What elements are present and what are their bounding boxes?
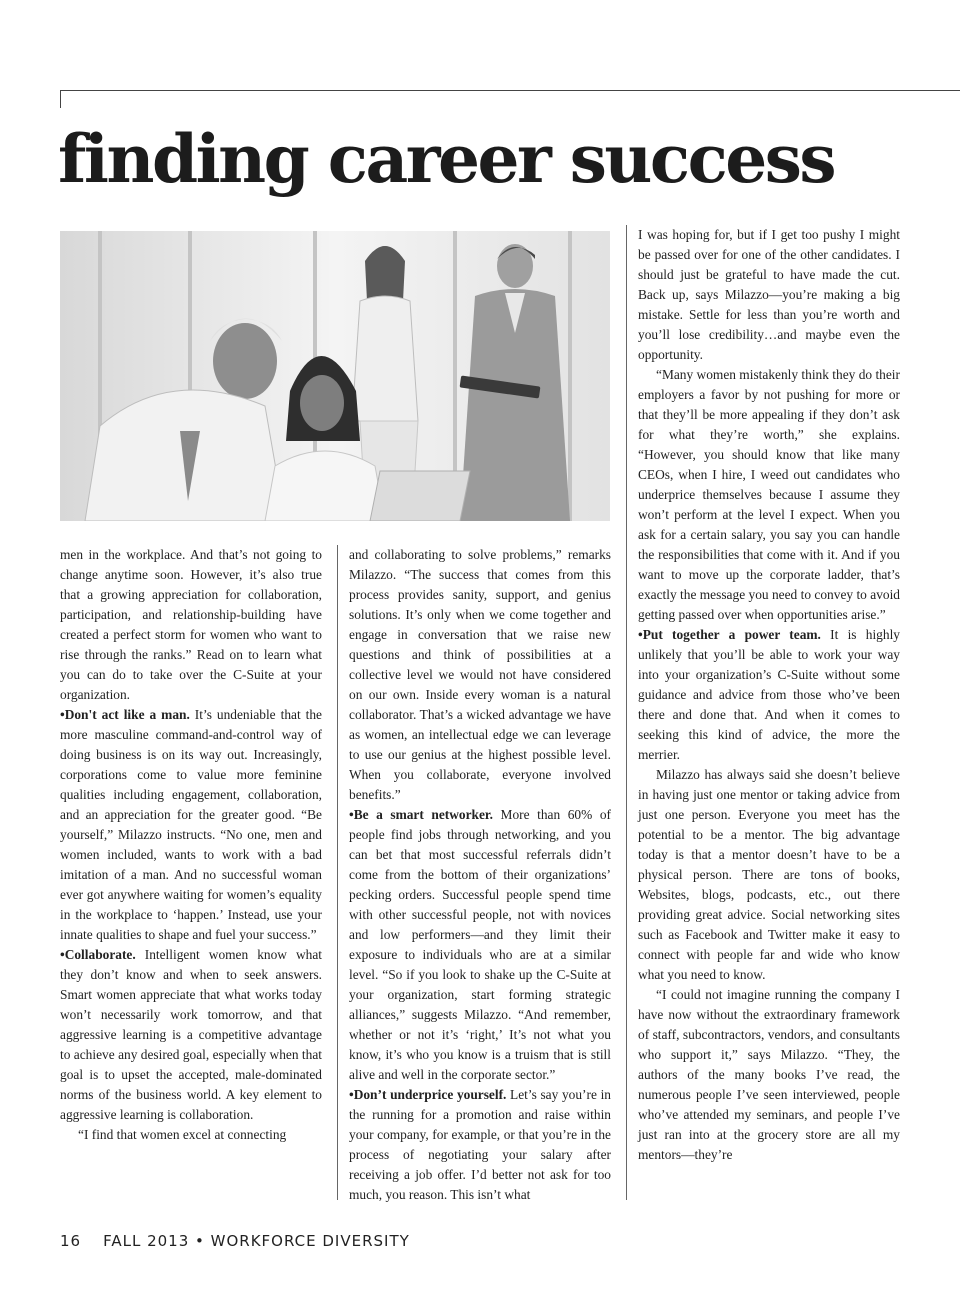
paragraph	[638, 365, 900, 625]
page-number: 16	[60, 1232, 82, 1250]
column-divider-2	[626, 225, 627, 1200]
paragraph	[349, 545, 611, 805]
issue-label: FALL 2013 • WORKFORCE DIVERSITY	[103, 1232, 410, 1250]
paragraph-text: Let’s say you’re in the running for a promotion and raise within your company, for example, or that you’re in the process of negotiating your salary after receiving a job offer. I’d better not ask for too much, you reason. This isn’t what	[349, 1087, 611, 1202]
top-rule	[60, 90, 960, 91]
top-rule-tick	[60, 90, 61, 108]
section-lead: •Don’t underprice yourself.	[349, 1087, 507, 1102]
page-footer	[60, 1232, 410, 1250]
section-lead: •Be a smart networker.	[349, 807, 493, 822]
article-column-1	[60, 545, 322, 1145]
paragraph	[638, 625, 900, 765]
paragraph-text: It is highly unlikely that you’ll be able to work your way into your organization’s C-Suite without some guidance and advice from those who’ve been there and done that. And when it comes to seeking this kind of advice, the more the merrier.	[638, 627, 900, 762]
paragraph-text: and collaborating to solve problems,” remarks Milazzo. “The success that comes from this process provides sanity, support, and genius solutions. It’s only when we come together and engage in conversation that we raise new questions and think of possibilities at a collective level we would not have considered on our own. Inside every woman is a natural collaborator. That’s a wicked advantage we have as women, an intellectual edge we can leverage to use our genius at the highest possible level. When you collaborate, everyone involved benefits.”	[349, 547, 611, 802]
paragraph-text: Milazzo has always said she doesn’t believe in having just one mentor or taking advice from just one person. Everyone you meet has the potential to be a mentor. The big advantage today is that a mentor doesn’t have to be a physical person. There are tons of books, Websites, blogs, podcasts, etc., out there providing great advice. Social networking sites such as Facebook and Twitter make it easy to connect with people far and wide who know what you need to know.	[638, 767, 900, 982]
article-column-2	[349, 545, 611, 1205]
paragraph-text: I was hoping for, but if I get too pushy I might be passed over for one of the other candidates. I should just be grateful to have made the cut. Back up, says Milazzo—you’re making a big mistake. Settle for less than you’re worth and you’ll lose credibility…and maybe even the opportunity.	[638, 227, 900, 362]
paragraph-text: Intelligent women know what they don’t know and when to seek answers. Smart women appreciate that what works today won’t necessarily work tomorrow, and that aggressive learning is a competitive advantage to achieve any desired goal, especially when that goal is to upset the accepted, male-dominated norms of the business world. A key element to aggressive learning is collaboration.	[60, 947, 322, 1122]
section-lead: •Collaborate.	[60, 947, 136, 962]
paragraph	[638, 765, 900, 985]
paragraph	[60, 705, 322, 945]
section-lead: •Don't act like a man.	[60, 707, 190, 722]
paragraph-text: It’s undeniable that the more masculine command-and-control way of doing business is on its way out. Increasingly, corporations come to value more feminine qualities including engagement, collaboration, and an appreciation for the greater good. “Be yourself,” Milazzo instructs. “No one, men and women included, wants to work with a bad imitation of a man. And no successful woman ever got anywhere waiting for women’s equality in the workplace to ‘happen.’ Instead, use your innate qualities to shape and fuel your success.”	[60, 707, 322, 942]
paragraph-text: “I could not imagine running the company I have now without the extraordinary framework of staff, subcontractors, vendors, and consultants who support it,” says Milazzo. “They, the authors of the many books I’ve read, the numerous people I’ve seen interviewed, people who’ve attended my seminars, and people I’ve just ran into at the grocery store are all my mentors—they’re	[638, 987, 900, 1162]
paragraph	[60, 545, 322, 705]
column-divider-1	[337, 545, 338, 1200]
paragraph	[638, 225, 900, 365]
paragraph-text: More than 60% of people find jobs through networking, and you can bet that most successful referrals didn’t come from the bottom of their organizations’ pecking orders. Successful people spend time with other successful people, not with novices and low performers—and they limit their exposure to individuals who are at a similar level. “So if you look to shake up the C-Suite at your organization, start forming strategic alliances,” suggests Milazzo. “And remember, whether or not it’s ‘right,’ It’s not what you know, it’s who you know is a truism that is still alive and well in the corporate sector.”	[349, 807, 611, 1082]
paragraph	[638, 985, 900, 1165]
paragraph-text: “I find that women excel at connecting	[78, 1127, 287, 1142]
paragraph-text: “Many women mistakenly think they do their employers a favor by not pushing for more or that they’ll be more appealing if they don’t ask for what they’re worth,” she explains. “However, you should know that like many CEOs, when I hire, I weed out candidates who underprice themselves because I assume they won’t perform at the level I expect. When you ask for a certain salary, you say you can handle the responsibilities that come with it. And if you want to move up the corporate ladder, that’s exactly the message you need to convey to avoid getting passed over when opportunities arise.”	[638, 367, 900, 622]
paragraph	[349, 805, 611, 1085]
paragraph	[60, 1125, 322, 1145]
paragraph	[349, 1085, 611, 1205]
paragraph-text: men in the workplace. And that’s not going to change anytime soon. However, it’s also true that a growing appreciation for collaboration, participation, and relationship-building have created a perfect storm for women who want to rise through the ranks.” Read on to learn what you can do to take over the C-Suite at your organization.	[60, 547, 322, 702]
paragraph	[60, 945, 322, 1125]
section-lead: •Put together a power team.	[638, 627, 821, 642]
article-photo	[60, 231, 610, 521]
article-column-3	[638, 225, 900, 1165]
headline: finding career success	[58, 120, 835, 198]
